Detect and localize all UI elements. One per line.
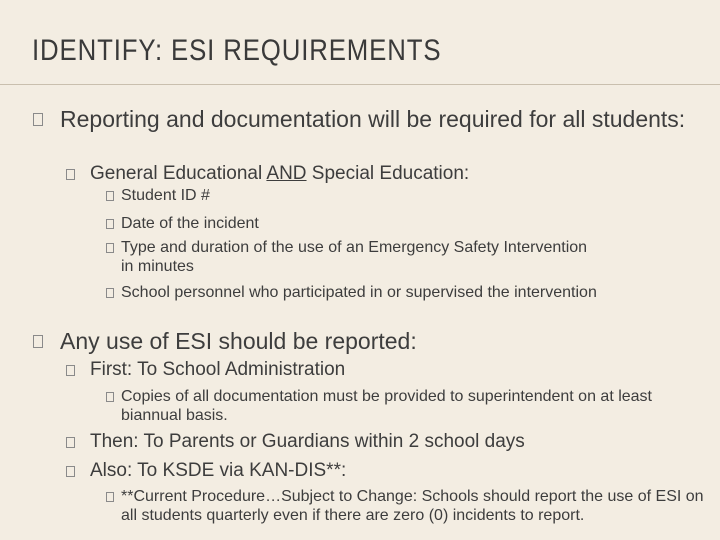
list-item — [90, 460, 700, 482]
list-item — [90, 431, 700, 453]
list-item — [121, 387, 701, 425]
slide-title: IDENTIFY: ESI REQUIREMENTS — [32, 34, 442, 67]
list-item-text: **Current Procedure…Subject to Change: Schools should report the use of ESI on all students quarterly even if there are zero (0) incidents to report. — [121, 488, 704, 524]
title-divider — [0, 84, 720, 85]
list-item-text: Date of the incident — [121, 215, 259, 232]
list-item — [90, 163, 700, 185]
list-item — [60, 106, 700, 132]
list-item — [121, 238, 591, 276]
list-item — [60, 328, 700, 354]
list-item — [121, 186, 681, 205]
list-item-text: Reporting and documentation will be required for all students: — [60, 106, 686, 132]
bullet-icon — [33, 113, 43, 126]
bullet-icon — [66, 437, 75, 448]
list-item-text: Also: To KSDE via KAN-DIS**: — [90, 460, 347, 481]
bullet-icon — [33, 335, 43, 348]
list-item-text: School personnel who participated in or supervised the intervention — [121, 284, 597, 301]
list-item-text: First: To School Administration — [90, 359, 346, 380]
list-item-text: General Educational AND Special Education: — [90, 163, 470, 184]
bullet-icon — [66, 365, 75, 376]
bullet-icon — [106, 219, 114, 229]
list-item — [121, 283, 601, 302]
list-item-text: Copies of all documentation must be provided to superintendent on at least biannual basis. — [121, 388, 652, 424]
list-item-text: Student ID # — [121, 187, 210, 204]
bullet-icon — [66, 169, 75, 180]
list-item — [90, 359, 700, 381]
list-item-text: Any use of ESI should be reported: — [60, 328, 417, 354]
bullet-icon — [106, 191, 114, 201]
bullet-icon — [106, 492, 114, 502]
emphasis-and: AND — [266, 163, 307, 184]
list-item — [121, 487, 706, 525]
bullet-icon — [106, 392, 114, 402]
list-item-text: Type and duration of the use of an Emergency Safety Intervention in minutes — [121, 239, 588, 275]
bullet-icon — [106, 243, 114, 253]
bullet-icon — [66, 466, 75, 477]
list-item — [121, 214, 681, 233]
bullet-icon — [106, 288, 114, 298]
list-item-text: Then: To Parents or Guardians within 2 school days — [90, 431, 525, 452]
